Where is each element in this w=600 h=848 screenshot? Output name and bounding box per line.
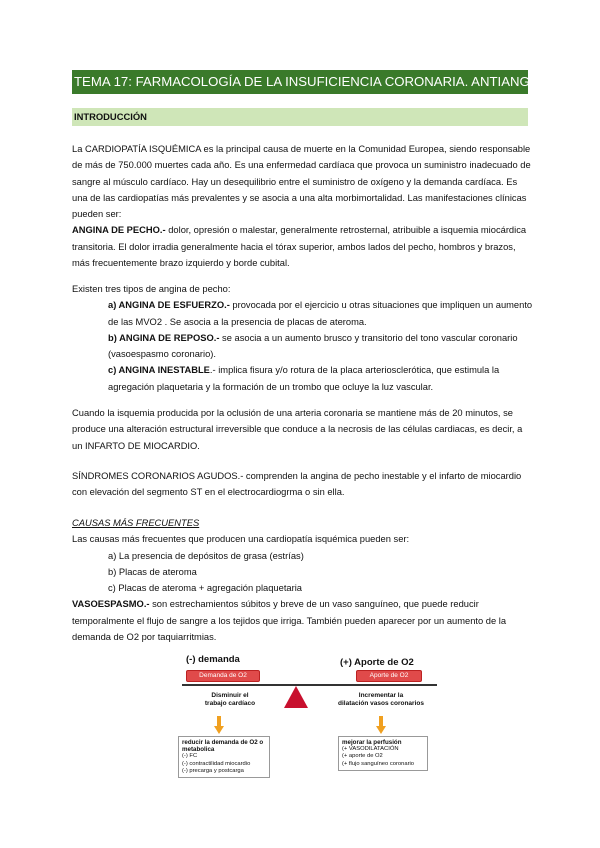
diagram-right-title: (+) Aporte de O2	[340, 657, 414, 668]
left-list-heading: reducir la demanda de O2 o metabolica	[182, 739, 264, 754]
infarto-paragraph: Cuando la isquemia producida por la oclusión de una arteria coronaria se mantiene más de 20 minutos, se produce una alteración estructural irreversible que conduce a la necrosis de las células cardiacas, es decir, a un INFARTO DE MIOCARDIO.	[72, 408, 523, 451]
diagram-left-title: (-) demanda	[186, 654, 240, 665]
angina-pecho-text: dolor, opresión o malestar, generalmente retrosternal, atribuible a isquemia miocárdica transitoria. El dolor irradia generalmente hacia el tórax superior, ambos lados del pecho, hombros y brazos, más frecuentemente brazo izquierdo y borde cubital.	[72, 225, 527, 269]
tipo-b-label: b) ANGINA DE REPOSO.-	[108, 332, 220, 343]
tipo-c-text: .- implica fisura y/o rotura de la placa arteriosclerótica, que estimula la agregación plaquetaria y la formación de un trombo que ocluye la luz vascular.	[108, 365, 500, 392]
causas-intro: Las causas más frecuentes que producen una cardiopatía isquémica pueden ser:	[72, 534, 410, 545]
tipo-b	[72, 330, 534, 363]
tipo-b-text: se asocia a un aumento brusco y transitorio del tono vascular coronario (vasoespasmo coronario).	[108, 332, 518, 360]
causa-item: a) La presencia de depósitos de grasa (estrías)	[108, 550, 304, 561]
section-heading: INTRODUCCIÓN	[72, 108, 528, 126]
diagram-left-list	[178, 736, 270, 778]
right-list-heading: mejorar la perfusión	[342, 739, 402, 746]
causas-block	[72, 515, 534, 645]
diagram-right-list	[338, 736, 428, 771]
vasoespasmo-text: son estrechamientos súbitos y breve de un vaso sanguíneo, que puede reducir temporalmente el flujo de sangre a los tejidos que irriga. También pueden aparecer por un aumento de la demanda de O2 por taquiarritmias.	[72, 599, 507, 643]
sindromes-paragraph: SÍNDROMES CORONARIOS AGUDOS.- comprenden la angina de pecho inestable y el infarto de miocardio con elevación del segmento ST en el electrocardiogrma o sin ella.	[72, 471, 522, 498]
left-list-item: (-) precarga y postcarga	[182, 767, 244, 774]
diagram-left-action: Disminuir el trabajo cardíaco	[204, 692, 256, 707]
tipos-intro: Existen tres tipos de angina de pecho:	[72, 284, 231, 294]
intro-paragraph	[72, 141, 534, 271]
balance-beam	[182, 684, 437, 686]
causa-item: b) Placas de ateroma	[108, 566, 197, 577]
left-list-item: (-) contractilidad miocardio	[182, 760, 251, 767]
right-down-arrow-icon	[376, 716, 386, 734]
diagram-right-action: Incrementar la dilatación vasos coronarios	[338, 692, 424, 707]
vasoespasmo-paragraph	[72, 596, 534, 645]
angina-pecho-paragraph	[72, 222, 534, 271]
fulcrum-triangle	[284, 686, 308, 708]
tipos-block	[72, 281, 534, 395]
tipo-c	[72, 362, 534, 395]
left-down-arrow-icon	[214, 716, 224, 734]
diagram-right-box: Aporte de O2	[356, 670, 422, 682]
right-list-item: (+ aporte de O2	[342, 753, 383, 760]
left-list-item: (-) FC	[182, 753, 198, 760]
causa-item: c) Placas de ateroma + agregación plaquetaria	[108, 583, 303, 594]
tipo-a	[72, 297, 534, 330]
balance-diagram	[160, 650, 450, 775]
right-list-item: (+ VASODILATACIÓN	[342, 746, 399, 753]
tipo-c-label: c) ANGINA INESTABLE	[108, 365, 210, 376]
right-list-item: (+ flujo sanguíneo coronario	[342, 760, 415, 767]
diagram-left-box: Demanda de O2	[186, 670, 260, 682]
causas-title: CAUSAS MÁS FRECUENTES	[72, 518, 200, 528]
tipo-a-label: a) ANGINA DE ESFUERZO.-	[108, 300, 230, 311]
document-title: TEMA 17: FARMACOLOGÍA DE LA INSUFICIENCIA CORONARIA. ANTIANGINOSOS	[72, 70, 528, 94]
angina-pecho-label: ANGINA DE PECHO.-	[72, 225, 166, 236]
cardiopatia-paragraph: La CARDIOPATÍA ISQUÉMICA es la principal causa de muerte en la Comunidad Europea, siendo responsable de más de 750.000 muertes cada año. Es una enfermedad cardíaca que provoca un suministro inadecuado de sangre al músculo cardíaco. Hay un desequilibrio entre el suministro de oxígeno y la demanda cardíaca. Es una de las cardiopatías más prevalentes y se asocia a una alta morbimortalidad. Las manifestaciones clínicas pueden ser:	[72, 144, 531, 220]
tipo-a-text: provocada por el ejercicio u otras situaciones que impliquen un aumento de las MVO2 . Se asocia a la presencia de placas de ateroma.	[108, 300, 533, 327]
vasoespasmo-label: VASOESPASMO.-	[72, 599, 150, 610]
